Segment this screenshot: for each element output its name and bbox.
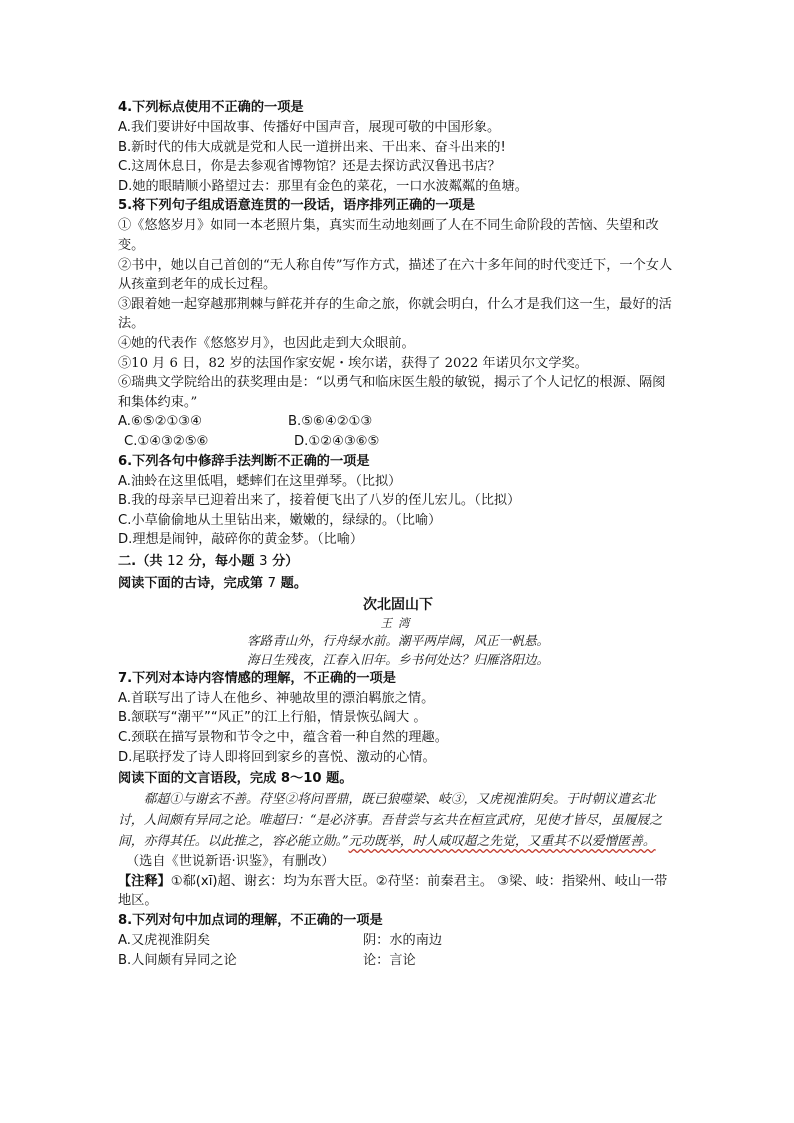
q5-sentence-3: ③跟着她一起穿越那荆棘与鲜花并存的生命之旅，你就会明白，什么才是我们这一生，最好的活法。 (118, 296, 672, 332)
classical-notes (118, 872, 678, 911)
classical-notes-text: ①郗(xī)超、谢玄：均为东晋大臣。②苻坚：前秦君主。 ③梁、岐：指梁州、岐山一带地区。 (118, 873, 668, 909)
section2-heading-mid: 分，每小题 (188, 553, 255, 569)
section2-heading-suffix: 分） (272, 553, 299, 569)
q5-sentence-6: ⑥瑞典文学院给出的获奖理由是：“以勇气和临床医生般的敏锐，揭示了个人记忆的根源、隔阂和集体约束。” (118, 375, 666, 410)
q7-option-b: B.颔联写“潮平”“风正”的江上行船，情景恢弘阔大 。 (118, 710, 427, 726)
poem-intro-prefix: 阅读下面的古诗，完成第 (118, 575, 264, 591)
classical-passage (118, 789, 678, 852)
q6-option-c: C.小草偷偷地从土里钻出来，嫩嫩的，绿绿的。（比喻） (118, 512, 442, 528)
poem-intro-suffix: 题。 (280, 575, 308, 591)
q4-option-d: D.她的眼睛顺小路望过去：那里有金色的菜花，一口水波粼粼的鱼塘。 (118, 178, 528, 194)
q5-option-b: B.⑤⑥④②①③ (288, 414, 373, 430)
q5-title: 5.将下列句子组成语意连贯的一段话，语序排列正确的一项是 (118, 198, 476, 214)
classical-notes-label: 【注释】 (118, 873, 171, 889)
poem-line-1: 客路青山外，行舟绿水前。潮平两岸阔，风正一帆悬。 (246, 632, 550, 648)
classical-passage-main: 郗超①与谢玄不善。苻坚②将问晋鼎，既已狼噬梁、岐③，又虎视淮阴矣。于时朝议遣玄北讨，人间颇有异同之论。唯超曰：“是必济事。吾昔尝与玄共在桓宣武府，见使才皆尽，虽履屐之间，亦得其任。以此推之，容必能立勋。” (118, 792, 663, 850)
section2-each-points: 3 (259, 553, 268, 569)
poem-author: 王湾 (380, 615, 416, 630)
q8-row-b (118, 951, 678, 971)
section2-total-points: 12 (167, 553, 184, 569)
q7-option-c: C.颈联在描写景物和节令之中，蕴含着一种自然的理趣。 (118, 730, 448, 746)
section2-heading-prefix: 二.（共 (118, 553, 163, 569)
poem-intro (118, 574, 678, 594)
q6-option-b: B.我的母亲早已迎着出来了，接着便飞出了八岁的侄儿宏儿。（比拟） (118, 493, 521, 509)
q4-option-b: B.新时代的伟大成就是党和人民一道拼出来、干出来、奋斗出来的! (118, 139, 506, 155)
q4-option-a: A.我们要讲好中国故事、传播好中国声音，展现可敬的中国形象。 (118, 120, 501, 135)
q8-row-b-sentence: B.人间颇有异同之论 (118, 952, 237, 968)
q8-title: 8.下列对句中加点词的理解，不正确的一项是 (118, 913, 383, 929)
classical-source: （选自《世说新语·识鉴》，有删改） (126, 854, 335, 870)
q6-option-d: D.理想是闹钟，敲碎你的黄金梦。（比喻） (118, 532, 364, 548)
section2-heading (118, 552, 678, 572)
q7-title: 7.下列对本诗内容情感的理解，不正确的一项是 (118, 670, 396, 686)
q5-sentence-4: ④她的代表作《悠悠岁月》，也因此走到大众眼前。 (118, 335, 415, 351)
q4-option-c: C.这周休息日，你是去参观省博物馆？还是去探访武汉鲁迅书店？ (118, 159, 501, 175)
q5-options-row-2 (118, 432, 678, 452)
q5-sentence-1: ①《悠悠岁月》如同一本老照片集，真实而生动地刻画了人在不同生命阶段的苦恼、失望和改变。 (118, 218, 659, 253)
q5-option-c: C.①④③②⑤⑥ (124, 433, 209, 449)
classical-intro-prefix: 阅读下面的文言语段，完成 (118, 771, 277, 787)
q7-option-d: D.尾联抒发了诗人即将回到家乡的喜悦、激动的心情。 (118, 749, 436, 765)
q5-sentence-5: ⑤10 月 6 日，82 岁的法国作家安妮・埃尔诺，获得了 2022 年诺贝尔文学奖。 (118, 355, 588, 371)
poem-line-2: 海日生残夜，江春入旧年。乡书何处达？归雁洛阳边。 (246, 651, 550, 667)
classical-passage-underlined: 元功既举，时人咸叹超之先觉，又重其不以爱憎匿善。 (348, 834, 656, 850)
q7-option-a: A.首联写出了诗人在他乡、神驰故里的漂泊羁旅之情。 (118, 690, 435, 706)
q5-option-a: A.⑥⑤②①③④ (118, 414, 202, 430)
q5-options-row-1 (118, 412, 678, 432)
q5-sentence-2: ②书中，她以自己首创的“无人称自传”写作方式，描述了在六十多年间的时代变迁下，一个女人从孩童到老年的成长过程。 (118, 257, 673, 293)
q5-option-d: D.①②④③⑥⑤ (294, 433, 380, 449)
classical-intro-number: 8～10 (280, 771, 322, 787)
q6-title: 6.下列各句中修辞手法判断不正确的一项是 (118, 453, 370, 469)
q8-row-a-sentence: A.又虎视淮阴矣 (118, 933, 211, 949)
exam-page (118, 98, 678, 970)
poem-title: 次北固山下 (363, 596, 433, 613)
q8-row-b-meaning: 论：言论 (363, 952, 416, 968)
q8-row-a-meaning: 阴：水的南边 (363, 933, 443, 949)
q4-title: 4.下列标点使用不正确的一项是 (118, 100, 304, 115)
poem-intro-number: 7 (267, 575, 277, 591)
classical-intro (118, 769, 678, 789)
q6-option-a: A.油蛉在这里低唱，蟋蟀们在这里弹琴。（比拟） (118, 473, 402, 489)
classical-intro-suffix: 题。 (326, 771, 353, 787)
q8-row-a (118, 931, 678, 951)
